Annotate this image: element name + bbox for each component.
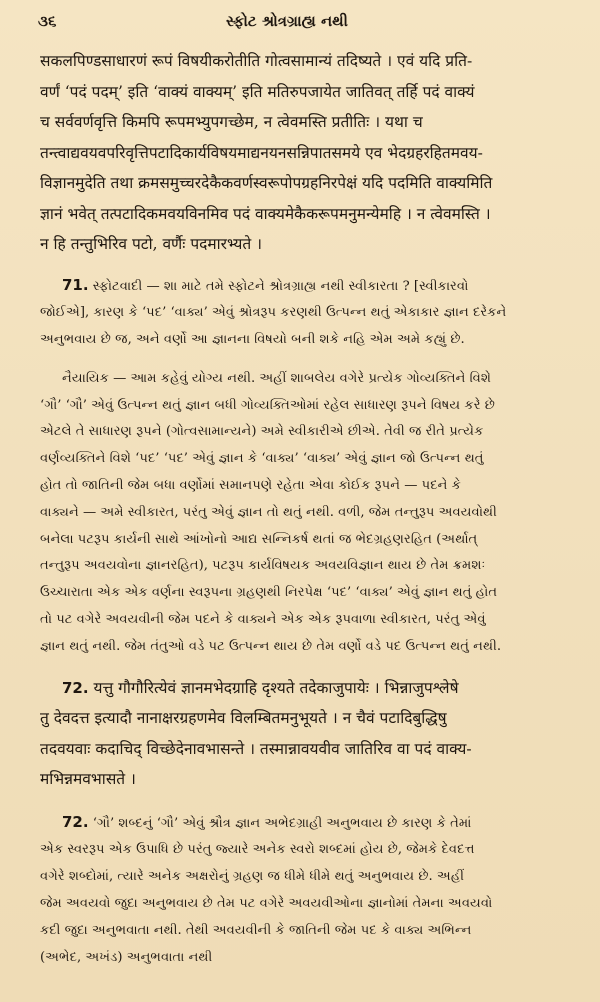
sanskrit-passage-1 <box>40 46 572 260</box>
paragraph-number: 72. <box>62 678 89 697</box>
text-line: હોત તો જાતિની જેમ બધા વર્ણોમાં સમાનપણે રહેતા એવા કોઈક રૂપને — પદને કે <box>40 478 461 494</box>
text-line: (અભેદ, અખંડ) અનુભવાતા નથી <box>40 949 213 965</box>
text-line: 71. સ્ફોટવાદી — શા માટે તમે સ્ફોટને શ્રોત્રગ્રાહ્ય નથી સ્વીકારતા ? [સ્વીકારવો <box>62 275 469 294</box>
gujarati-naiyayika-paragraph <box>40 366 572 661</box>
text-line: ‘ગૌ’ ‘ગૌ’ એવું ઉત્પન્ન થતું જ્ઞાન બધી ગોવ્યક્તિઓમાં રહેલ સાધારણ રૂપને વિષય કરે છે <box>40 397 495 413</box>
text-line: वर्णं ‘पदं पदम्’ इति ‘वाक्यं वाक्यम्’ इति मतिरुपजायेत जातिवत् तर्हि पदं वाक्यं <box>40 82 475 101</box>
text-line: ઉચ્ચારાતા એક એક વર્ણના સ્વરૂપના ગ્રહણથી નિરપેક્ષ ‘પદ’ ‘વાક્ય’ એવું જ્ઞાન થતું હોત <box>40 585 498 601</box>
paragraph-number: 71. <box>62 275 89 294</box>
text-line: तदवयवाः कदाचिद् विच्छेदेनावभासन्ते । तस्मान्नावयवीव जातिरिव वा पदं वाक्य- <box>40 739 472 758</box>
text-line: विज्ञानमुदेति तथा क्रमसमुच्चरदेकैकवर्णस्वरूपोपग्रहनिरपेक्षं यदि पदमिति वाक्यमिति <box>40 174 493 192</box>
text-line: न हि तन्तुभिरिव पटो, वर्णैः पदमारभ्यते । <box>40 235 263 253</box>
text-line: બનેલા પટરૂપ કાર્યની સાથે આંખોનો આદ્ય સન્નિકર્ષ થતાં જ ભેદગ્રહણરહિત (અર્થાત્ <box>40 531 478 547</box>
text-line: તન્તુરૂપ અવયવોના જ્ઞાનરહિત), પટરૂપ કાર્યવિષયક અવયવિજ્ઞાન થાય છે તેમ ક્રમશઃ <box>40 558 486 574</box>
text-line: અનુભવાય છે જ, અને વર્ણો આ જ્ઞાનના વિષયો બની શકે નહિ એમ અમે કહ્યું છે. <box>40 332 465 348</box>
text-line: 72. यत्तु गौगौरित्येवं ज्ञानमभेदग्राहि दृश्यते तदेकाजुपायेः । भिन्नाजुपश्लेषे <box>62 678 459 697</box>
text-line: જ્ઞાન થતું નથી. જેમ તંતુઓ વડે પટ ઉત્પન્ન થાય છે તેમ વર્ણો વડે પદ ઉત્પન્ન થતું નથી. <box>40 638 502 654</box>
text-line: 72. ‘ગૌ’ શબ્દનું ‘ગૌ’ એવું શ્રૌત્ર જ્ઞાન અભેદગ્રાહી અનુભવાય છે કારણ કે તેમાં <box>62 812 472 831</box>
gujarati-paragraph-72 <box>40 809 572 972</box>
sanskrit-passage-72 <box>40 673 572 795</box>
text-line: વર્ણવ્યક્તિને વિશે ‘પદ’ ‘પદ’ એવું જ્ઞાન કે ‘વાક્ય’ ‘વાક્ય’ એવું જ્ઞાન જો ઉત્પન્ન થતું <box>40 451 484 467</box>
text-line: કદી જુદા અનુભવાતા નથી. તેથી અવયવીની કે જાતિની જેમ પદ કે વાક્ય અભિન્ન <box>40 922 472 938</box>
gujarati-paragraph-71 <box>40 272 572 354</box>
text-line: सकलपिण्डसाधारणं रूपं विषयीकरोतीति गोत्वसामान्यं तदिष्यते । एवं यदि प्रति- <box>40 52 473 70</box>
running-title: સ્ફોટ શ્રોત્રગ્રાહ્ય નથી <box>226 12 348 30</box>
text-line: मभिन्नमवभासते । <box>40 770 136 789</box>
page-header <box>40 4 572 38</box>
text-line: तु देवदत्त इत्यादौ नानाक्षरग्रहणमेव विलम्बितमनुभूयते । न चैवं पटादिबुद्धिषु <box>40 709 447 728</box>
text-line: એક સ્વરરૂપ એક ઉપાધિ છે પરંતુ જ્યારે અનેક સ્વરો શબ્દમાં હોય છે, જેમકે દેવદત્ત <box>40 842 475 858</box>
text-line: તો પટ વગેરે અવયવીની જેમ પદને કે વાક્યને એક એક રૂપવાળા સ્વીકારત, પરંતુ એવું <box>40 612 486 628</box>
text-line: જોઈએ], કારણ કે ‘પદ’ ‘વાક્ય’ એવું શ્રોત્રરૂપ કરણથી ઉત્પન્ન થતું એકાકાર જ્ઞાન દરેકને <box>40 305 507 321</box>
paragraph-number: 72. <box>62 812 89 831</box>
text-line: વાક્યને — અમે સ્વીકારત, પરંતુ એવું જ્ઞાન તો થતું નથી. વળી, જેમ તન્તુરૂપ અવયવોથી <box>40 504 497 520</box>
text-line: વગેરે શબ્દોમાં, ત્યારે અનેક અક્ષરોનું ગ્રહણ જ ધીમે ધીમે થતું અનુભવાય છે. અહીં <box>40 869 464 885</box>
text-line: નૈયાયિક — આમ કહેવું યોગ્ય નથી. અહીં શાબલેય વગેરે પ્રત્યેક ગોવ્યક્તિને વિશે <box>62 370 492 386</box>
text-line: तन्त्वाद्यवयवपरिवृत्तिपटादिकार्यविषयमाद्यनयनसन्निपातसमये एव भेदग्रहरहितमवय- <box>40 143 483 162</box>
text-line: જેમ અવયવો જુદા અનુભવાય છે તેમ પટ વગેરે અવયવીઓના જ્ઞાનોમાં તેમના અવયવો <box>40 896 493 912</box>
text-line: च सर्ववर्णवृत्ति किमपि रूपमभ्युपगच्छेम, न त्वेवमस्ति प्रतीतिः । यथा च <box>40 113 423 131</box>
text-line: એટલે તે સાધારણ રૂપને (ગોત્વસામાન્યને) અમે સ્વીકારીએ છીએ. તેવી જ રીતે પ્રત્યેક <box>40 424 484 440</box>
page-number: ૩૬ <box>38 12 57 30</box>
text-line: ज्ञानं भवेत् तत्पटादिकमवयविनमिव पदं वाक्यमेकैकरूपमनुमन्येमहि । न त्वेवमस्ति । <box>40 204 491 223</box>
